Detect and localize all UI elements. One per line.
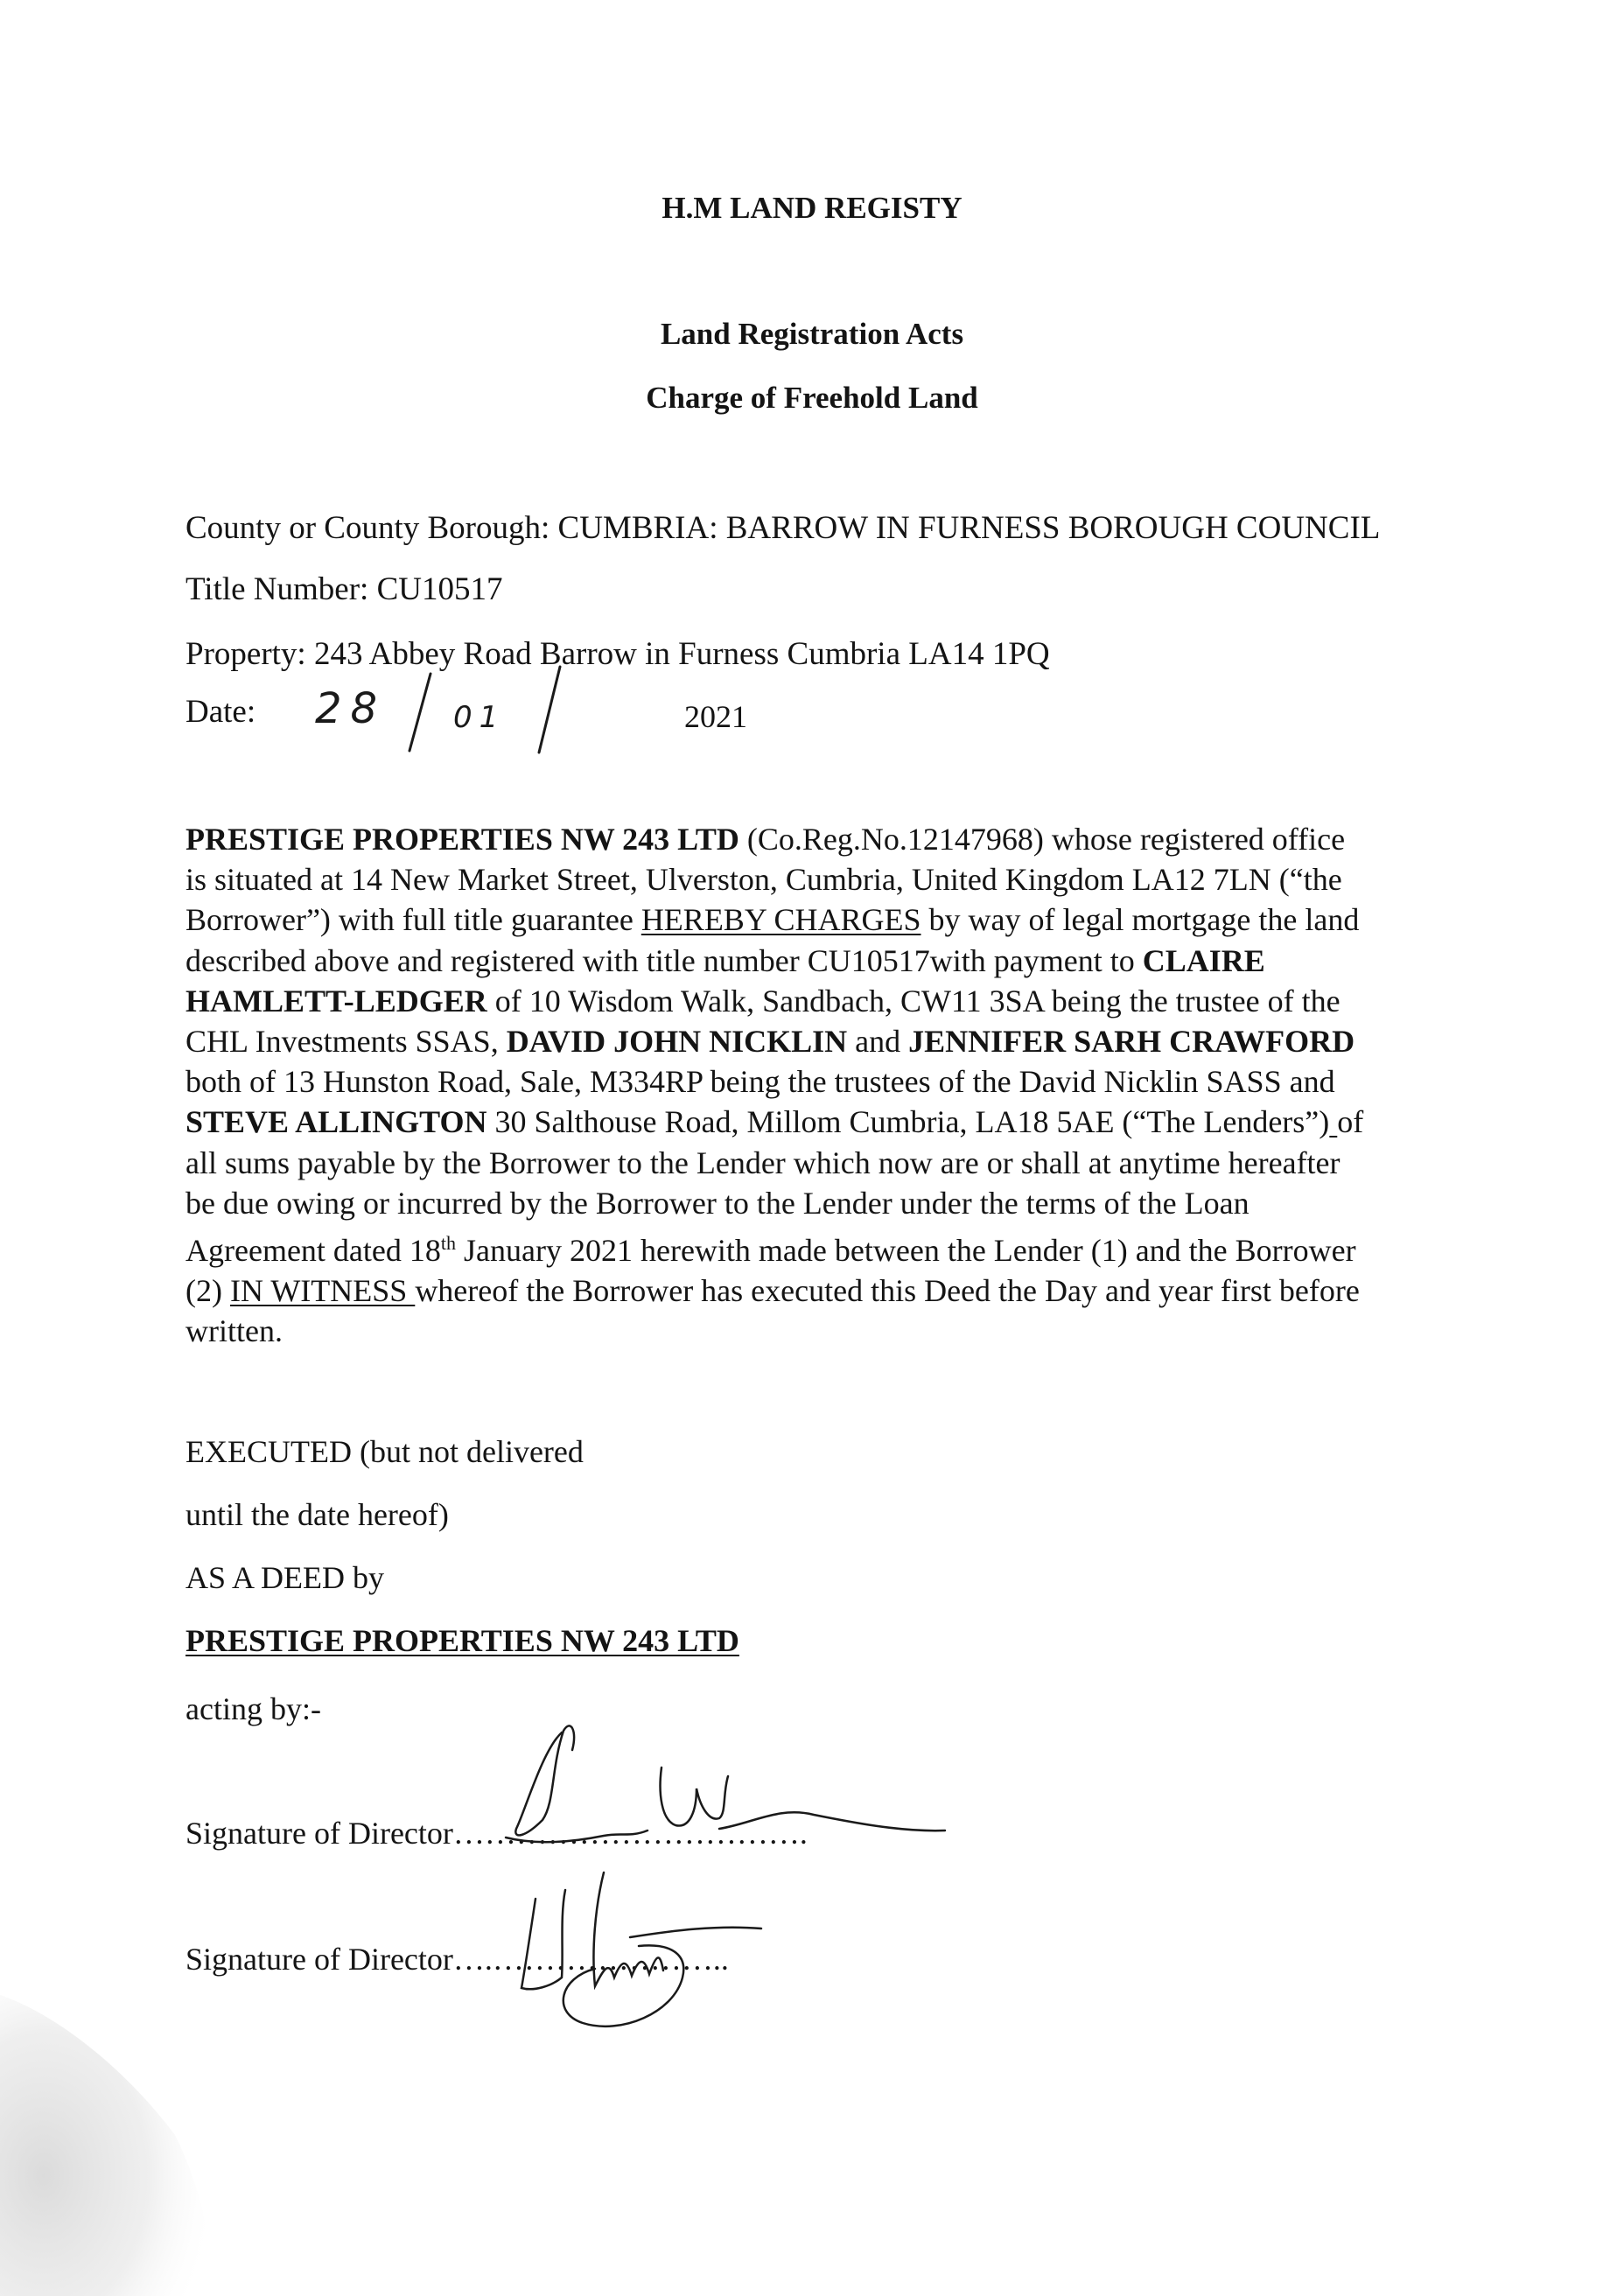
document-subtitle-charge: Charge of Freehold Land: [646, 381, 978, 415]
paragraph-text: whereof the Borrower has executed this Deed the Day and year first before: [415, 1273, 1360, 1309]
ordinal-suffix: th: [440, 1232, 457, 1255]
scan-smudge: [0, 1960, 228, 2296]
date-day-handwritten: 28: [315, 684, 387, 733]
paragraph-line: [186, 1021, 1446, 1061]
executing-company: PRESTIGE PROPERTIES NW 243 LTD: [186, 1623, 739, 1658]
paragraph-text: 30 Salthouse Road, Millom Cumbria, LA18 5AE (“The Lenders”): [486, 1104, 1330, 1140]
paragraph-line: [186, 819, 1446, 859]
paragraph-text: (2): [186, 1273, 230, 1309]
underlined-space: [1329, 1104, 1337, 1139]
paragraph-line: [186, 941, 1446, 981]
signature-dots: …………………..: [492, 1942, 729, 1977]
paragraph-line: written.: [186, 1313, 283, 1349]
paragraph-text: Agreement dated 18: [186, 1233, 441, 1269]
paragraph-text: by way of legal mortgage the land: [920, 902, 1360, 938]
acting-by-line: acting by:-: [186, 1691, 321, 1726]
paragraph-text: CHL Investments SSAS,: [186, 1024, 507, 1060]
paragraph-line: [186, 900, 1446, 940]
paragraph-text: of 10 Wisdom Walk, Sandbach, CW11 3SA being the trustee of the: [486, 983, 1340, 1018]
signature-label: Signature of Director….: [186, 1942, 493, 1977]
date-slash-marks: [385, 665, 595, 761]
date-year: 2021: [684, 699, 747, 734]
county-field: County or County Borough: CUMBRIA: BARROW IN FURNESS BOROUGH COUNCIL: [186, 510, 1381, 546]
hereby-charges-text: HEREBY CHARGES: [640, 902, 921, 938]
document-title: H.M LAND REGISTY: [662, 191, 962, 225]
title-number-field: Title Number: CU10517: [186, 571, 503, 607]
charge-paragraph: [186, 819, 1446, 1352]
paragraph-text: January 2021 herewith made between the Lender (1) and the Borrower: [456, 1233, 1356, 1269]
paragraph-text: (Co.Reg.No.12147968) whose registered office: [738, 822, 1346, 857]
paragraph-line: [186, 1223, 1446, 1270]
signature-label: Signature of Director…: [186, 1816, 485, 1851]
until-date-line: until the date hereof): [186, 1497, 449, 1532]
paragraph-text: of: [1337, 1104, 1364, 1140]
paragraph-text: Borrower”) with full title guarantee: [186, 902, 641, 938]
lender-name: JENNIFER SARH CRAWFORD: [908, 1024, 1355, 1060]
lender-name: STEVE ALLINGTON: [186, 1104, 487, 1140]
lender-name: HAMLETT-LEDGER: [186, 983, 487, 1018]
as-deed-line: AS A DEED by: [186, 1560, 385, 1595]
document-subtitle-acts: Land Registration Acts: [660, 317, 964, 351]
lender-name: CLAIRE: [1142, 942, 1265, 978]
date-month-handwritten: 01: [453, 700, 506, 735]
paragraph-line: [186, 1270, 1446, 1311]
paragraph-line: [186, 1102, 1446, 1142]
director-signature-2: [499, 1855, 849, 2048]
paragraph-text: described above and registered with title number CU10517with payment to: [186, 942, 1143, 978]
in-witness-text: IN WITNESS: [229, 1273, 416, 1309]
paragraph-text: and: [847, 1024, 909, 1060]
paragraph-line: be due owing or incurred by the Borrower to the Lender under the terms of the Loan: [186, 1185, 1250, 1221]
paragraph-line: both of 13 Hunston Road, Sale, M334RP being the trustees of the David Nicklin SASS and: [186, 1064, 1335, 1100]
borrower-name: PRESTIGE PROPERTIES NW 243 LTD: [186, 822, 739, 857]
executed-line: EXECUTED (but not delivered: [186, 1434, 584, 1469]
paragraph-line: [186, 981, 1446, 1021]
lender-name: DAVID JOHN NICKLIN: [506, 1024, 848, 1060]
signature-dots: ………………………….: [484, 1816, 808, 1851]
date-label: Date:: [186, 694, 256, 730]
paragraph-line: all sums payable by the Borrower to the Lender which now are or shall at anytime hereafter: [186, 1144, 1340, 1180]
paragraph-line: is situated at 14 New Market Street, Ulverston, Cumbria, United Kingdom LA12 7LN (“the: [186, 862, 1342, 898]
director-signature-1: [490, 1715, 962, 1855]
property-field: Property: 243 Abbey Road Barrow in Furness Cumbria LA14 1PQ: [186, 636, 1050, 672]
